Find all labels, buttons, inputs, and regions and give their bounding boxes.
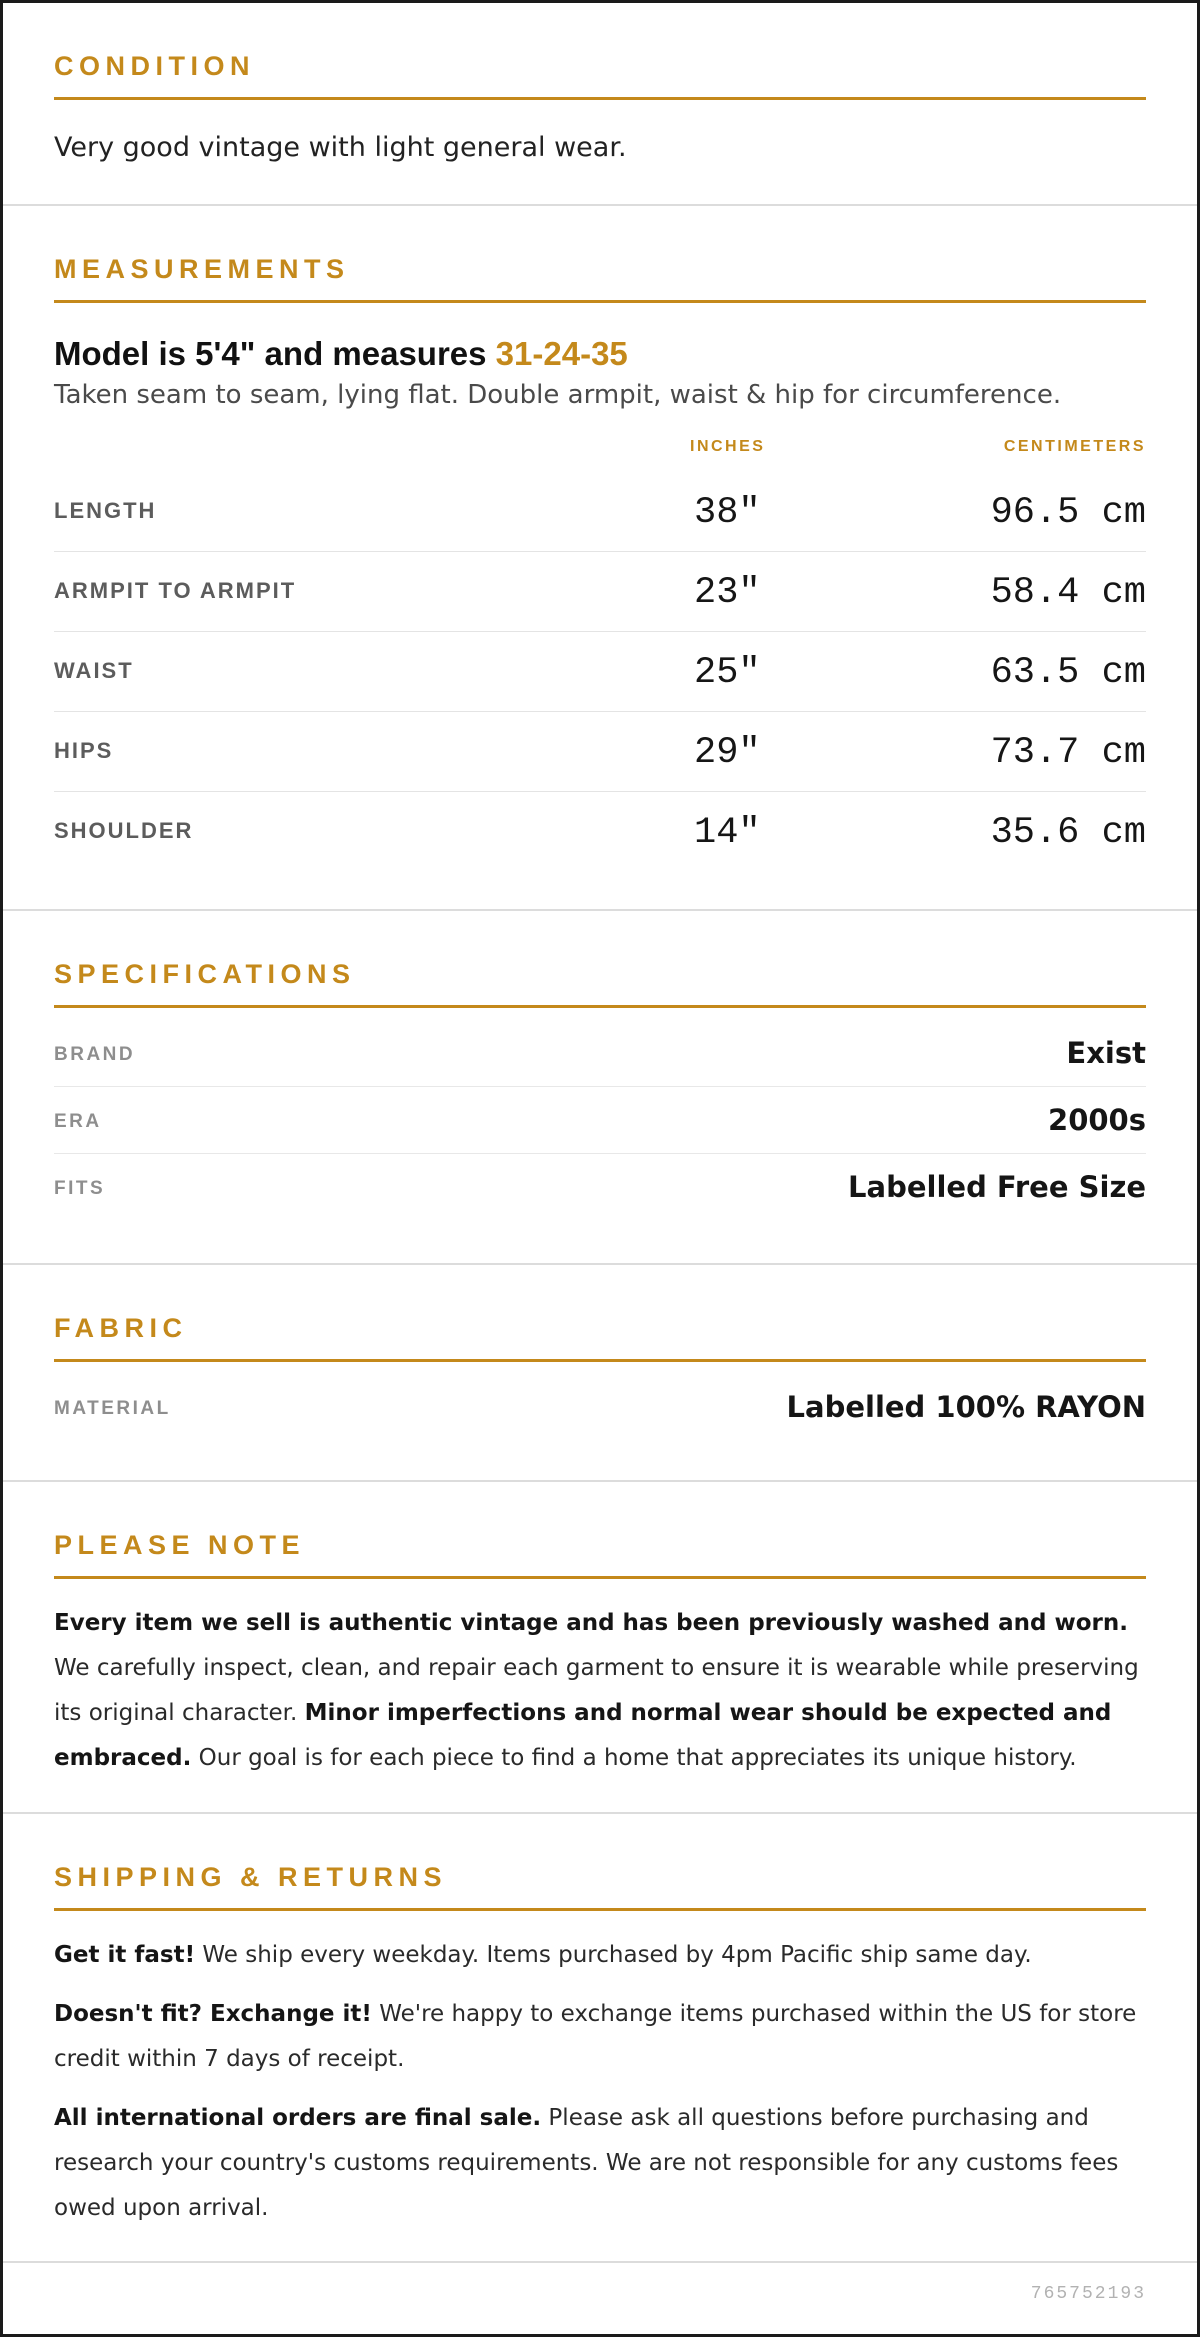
condition-section [3, 3, 1197, 206]
please-note-title: PLEASE NOTE [54, 1528, 1146, 1579]
spec-value: 2000s [1048, 1103, 1146, 1137]
measurements-header [54, 438, 1146, 464]
measurement-cm: 58.4 cm [990, 572, 1146, 614]
shipping-item-bold: All international orders are final sale. [54, 2105, 542, 2131]
spec-value: Exist [1066, 1036, 1146, 1070]
measurement-instructions: Taken seam to seam, lying flat. Double armpit, waist & hip for circumference. [54, 380, 1062, 410]
measurement-inches: 29" [694, 732, 761, 774]
specifications-title: SPECIFICATIONS [54, 957, 1146, 1008]
condition-text: Very good vintage with light general wear. [54, 132, 627, 163]
measurement-row-waist [54, 632, 1146, 712]
shipping-item-text: We ship every weekday. Items purchased by 4pm Pacific ship same day. [195, 1942, 1032, 1968]
shipping-returns-title: SHIPPING & RETURNS [54, 1860, 1146, 1911]
model-info [54, 334, 1146, 374]
spec-row-fits [54, 1154, 1146, 1220]
measurements-table [54, 438, 1146, 871]
measurement-inches: 25" [694, 652, 761, 694]
measurements-section [3, 206, 1197, 911]
model-measures: 31-24-35 [495, 335, 628, 372]
shipping-item-fast [54, 1933, 1146, 1978]
measurement-cm: 96.5 cm [990, 492, 1146, 534]
product-sku: 765752193 [1030, 2284, 1146, 2304]
measurements-title: MEASUREMENTS [54, 252, 1146, 303]
measurement-inches: 14" [694, 812, 761, 854]
measurement-cm: 35.6 cm [990, 812, 1146, 854]
note-bold-2: Minor imperfections and normal wear should be expected and embraced. [54, 1700, 1112, 1771]
measurement-cm: 63.5 cm [990, 652, 1146, 694]
spec-row-brand [54, 1020, 1146, 1087]
note-text-1: We carefully inspect, clean, and repair each garment to ensure it is wearable while preserving its original character. [54, 1655, 1139, 1726]
measurement-label: WAIST [54, 658, 134, 683]
measurement-row-armpit [54, 552, 1146, 632]
note-bold-1: Every item we sell is authentic vintage and has been previously washed and worn. [54, 1610, 1128, 1636]
column-header-centimeters: CENTIMETERS [1003, 438, 1146, 455]
spec-row-era [54, 1087, 1146, 1154]
measurement-label: SHOULDER [54, 818, 194, 843]
measurement-row-length [54, 472, 1146, 552]
shipping-item-international [54, 2096, 1146, 2231]
specifications-section [3, 911, 1197, 1265]
shipping-item-bold: Doesn't fit? Exchange it! [54, 2001, 372, 2027]
fabric-label: MATERIAL [54, 1398, 171, 1419]
measurement-label: ARMPIT TO ARMPIT [54, 578, 297, 603]
note-text-2: Our goal is for each piece to find a home that appreciates its unique history. [191, 1745, 1077, 1771]
measurement-row-shoulder [54, 792, 1146, 871]
measurement-inches: 23" [694, 572, 761, 614]
spec-value: Labelled Free Size [848, 1170, 1146, 1204]
please-note-section [3, 1482, 1197, 1814]
spec-label: FITS [54, 1178, 106, 1199]
condition-title: CONDITION [54, 49, 1146, 100]
column-header-inches: INCHES [690, 438, 766, 455]
shipping-item-bold: Get it fast! [54, 1942, 196, 1968]
fabric-title: FABRIC [54, 1311, 1146, 1362]
please-note-text [54, 1601, 1146, 1781]
spec-label: BRAND [54, 1044, 136, 1065]
measurement-label: HIPS [54, 738, 114, 763]
measurement-label: LENGTH [54, 498, 157, 523]
measurement-inches: 38" [694, 492, 761, 534]
shipping-item-text: We're happy to exchange items purchased within the US for store credit within 7 days of receipt. [54, 2001, 1137, 2072]
shipping-returns-section [3, 1814, 1197, 2263]
fabric-value: Labelled 100% RAYON [786, 1390, 1146, 1424]
measurement-row-hips [54, 712, 1146, 792]
shipping-item-text: Please ask all questions before purchasing and research your country's customs requirements. We are not responsible for any customs fees owed upon arrival. [54, 2105, 1119, 2221]
spec-label: ERA [54, 1111, 102, 1132]
shipping-item-exchange [54, 1992, 1146, 2082]
measurement-cm: 73.7 cm [990, 732, 1146, 774]
fabric-section [3, 1265, 1197, 1482]
fabric-row-material [54, 1374, 1146, 1440]
model-info-prefix: Model is 5'4" and measures [54, 335, 487, 372]
